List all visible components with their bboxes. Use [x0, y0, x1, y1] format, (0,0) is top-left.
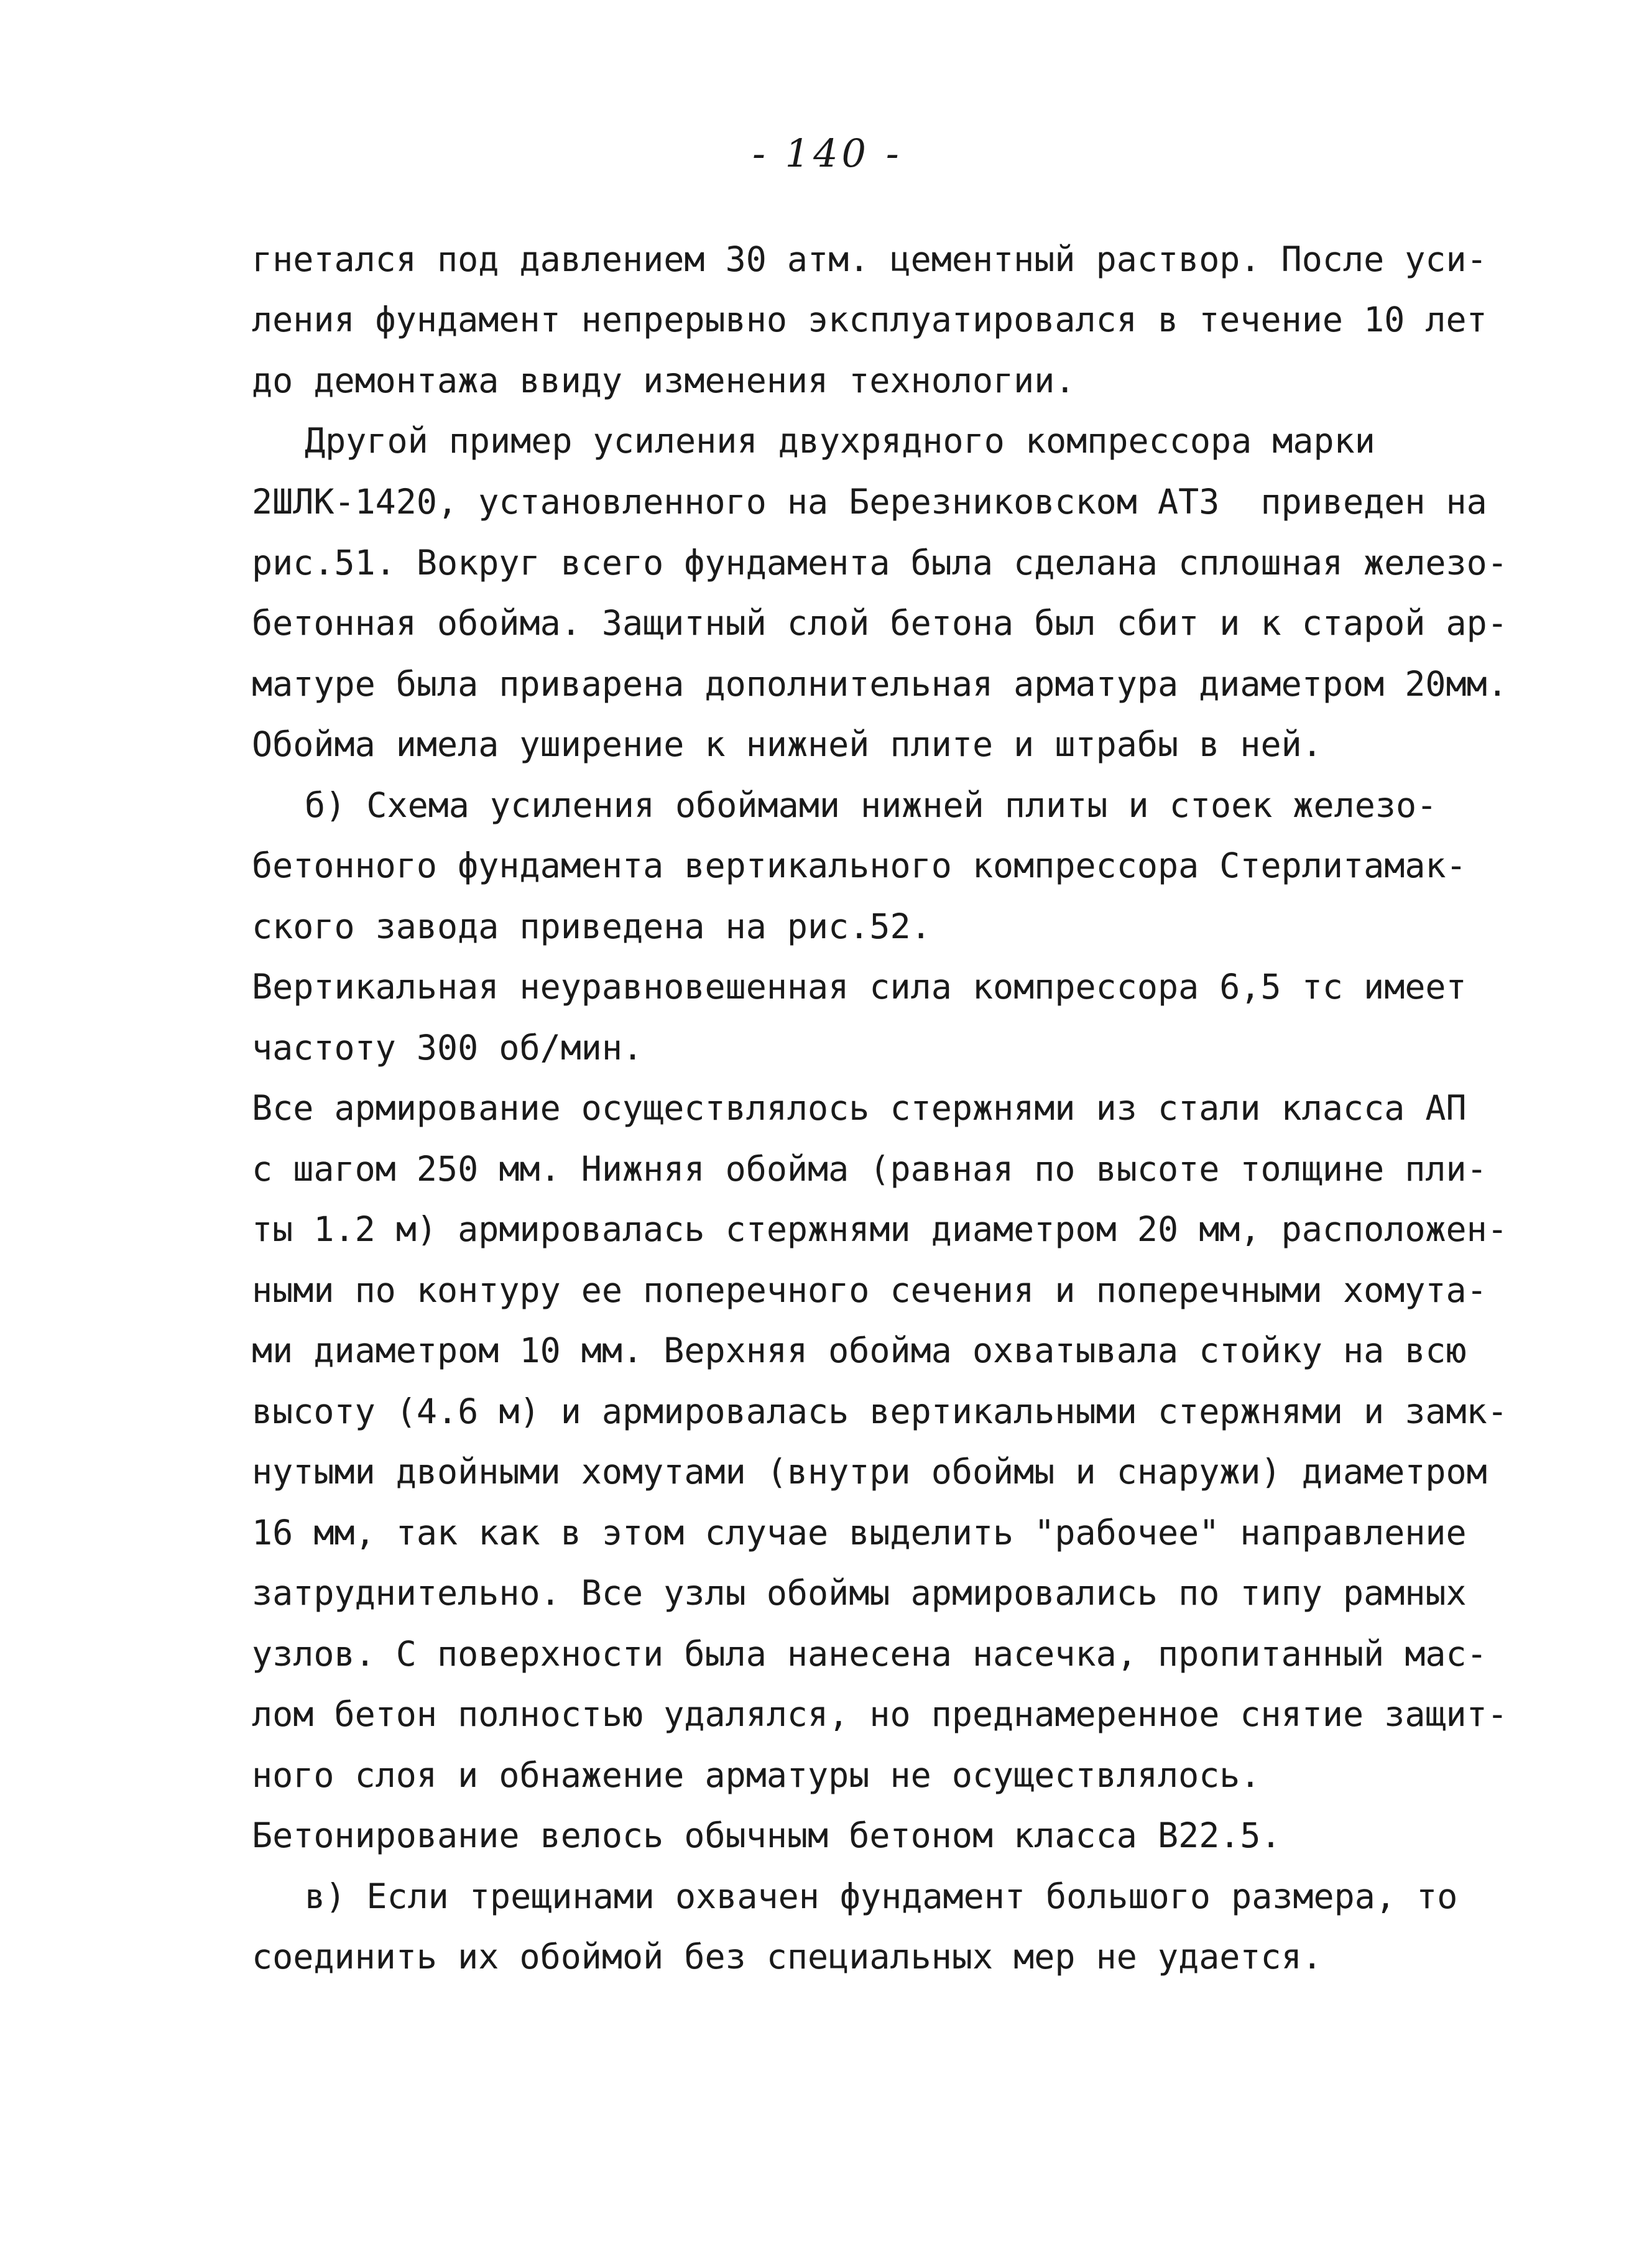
text-line: бетонного фундамента вертикального компрессора Стерлитамак-	[252, 846, 1467, 885]
text-line: до демонтажа ввиду изменения технологии.	[252, 361, 1076, 400]
text-line: 2ШЛК-1420, установленного на Березниковском АТЗ приведен на	[252, 482, 1487, 522]
page-number: - 140 -	[752, 131, 903, 176]
text-line: в) Если трещинами охвачен фундамент большого размера, то	[305, 1876, 1458, 1916]
text-line: высоту (4.6 м) и армировалась вертикальными стержнями и замк-	[252, 1391, 1508, 1431]
text-line: частоту 300 об/мин.	[252, 1028, 644, 1068]
text-line: затруднительно. Все узлы обоймы армировались по типу рамных	[252, 1573, 1467, 1613]
text-line: рис.51. Вокруг всего фундамента была сделана сплошная железо-	[252, 543, 1508, 583]
text-line: б) Схема усиления обоймами нижней плиты и стоек железо-	[305, 785, 1437, 825]
text-line: бетонная обойма. Защитный слой бетона был сбит и к старой ар-	[252, 603, 1508, 643]
text-line: ского завода приведена на рис.52.	[252, 907, 931, 946]
text-line: ления фундамент непрерывно эксплуатировался в течение 10 лет	[252, 300, 1487, 339]
text-line: ми диаметром 10 мм. Верхняя обойма охватывала стойку на всю	[252, 1331, 1467, 1370]
text-line: Другой пример усиления двухрядного компрессора марки	[305, 421, 1375, 461]
text-line: Вертикальная неуравновешенная сила компрессора 6,5 тс имеет	[252, 967, 1467, 1007]
text-line: нутыми двойными хомутами (внутри обоймы и снаружи) диаметром	[252, 1452, 1487, 1492]
text-line: матуре была приварена дополнительная арматура диаметром 20мм.	[252, 664, 1508, 704]
text-line: ными по контуру ее поперечного сечения и поперечными хомута-	[252, 1270, 1487, 1310]
text-line: 16 мм, так как в этом случае выделить "рабочее" направление	[252, 1513, 1467, 1553]
text-line: гнетался под давлением 30 атм. цементный раствор. После уси-	[252, 239, 1487, 279]
text-line: с шагом 250 мм. Нижняя обойма (равная по высоте толщине пли-	[252, 1149, 1487, 1189]
text-line: Все армирование осуществлялось стержнями из стали класса АП	[252, 1088, 1467, 1128]
text-line: лом бетон полностью удалялся, но преднамеренное снятие защит-	[252, 1694, 1508, 1734]
text-line: Бетонирование велось обычным бетоном класса В22.5.	[252, 1816, 1281, 1855]
text-line: ного слоя и обнажение арматуры не осуществлялось.	[252, 1755, 1261, 1795]
text-line: узлов. С поверхности была нанесена насечка, пропитанный мас-	[252, 1634, 1487, 1674]
text-line: соединить их обоймой без специальных мер не удается.	[252, 1937, 1322, 1977]
text-line: ты 1.2 м) армировалась стержнями диаметром 20 мм, расположен-	[252, 1209, 1508, 1249]
text-line: Обойма имела уширение к нижней плите и штрабы в ней.	[252, 724, 1322, 764]
